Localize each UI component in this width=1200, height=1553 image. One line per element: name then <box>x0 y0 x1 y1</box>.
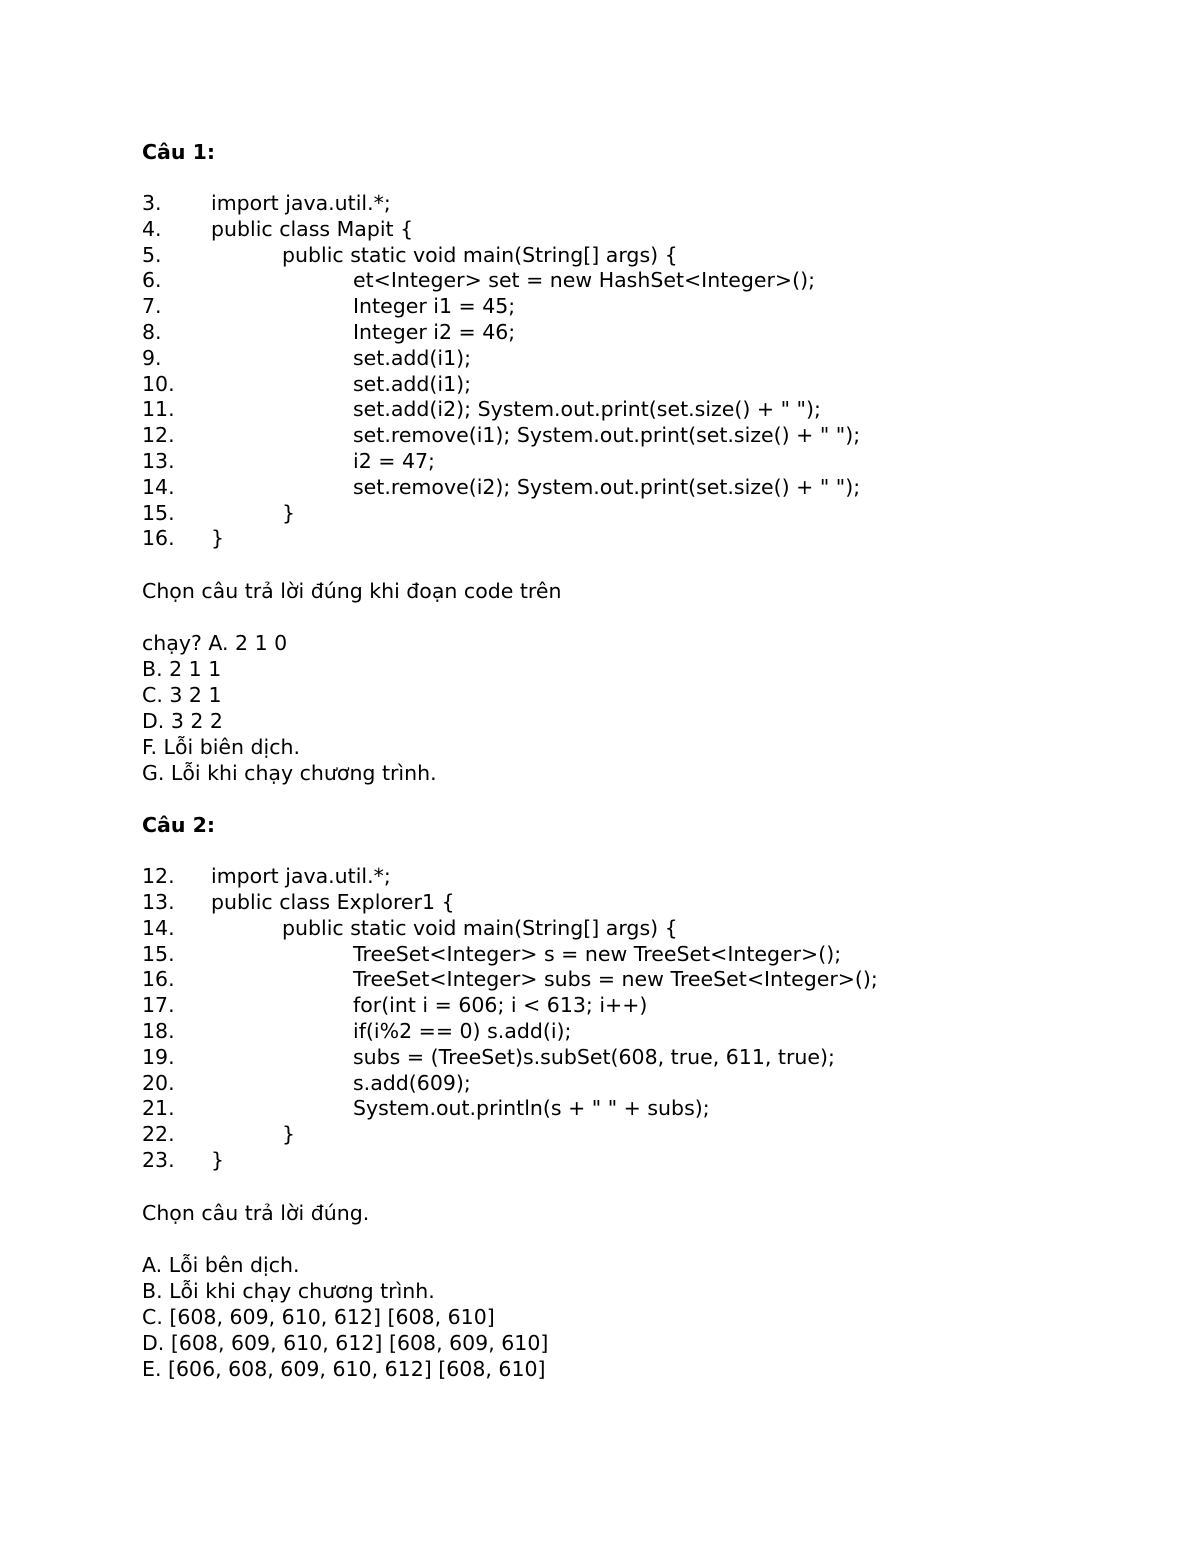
code-text: System.out.println(s + " " + subs); <box>353 1096 710 1121</box>
question-2-option: D. [608, 609, 610, 612] [608, 609, 610] <box>142 1330 549 1355</box>
code-text: i2 = 47; <box>353 448 435 473</box>
document-page <box>142 139 1142 1382</box>
question-1-option: C. 3 2 1 <box>142 683 222 708</box>
question-1-option: chạy? A. 2 1 0 <box>142 631 288 656</box>
code-text: public static void main(String[] args) { <box>282 242 678 267</box>
code-text: } <box>282 1122 296 1147</box>
code-text: set.add(i2); System.out.print(set.size() + " "); <box>353 397 821 422</box>
code-line <box>142 501 1142 527</box>
line-number: 23. <box>142 1147 175 1172</box>
code-line <box>142 890 1142 916</box>
line-number: 15. <box>142 500 175 525</box>
question-1-option: G. Lỗi khi chạy chương trình. <box>142 761 437 786</box>
question-2-option: B. Lỗi khi chạy chương trình. <box>142 1278 435 1303</box>
line-number: 14. <box>142 915 175 940</box>
code-text: s.add(609); <box>353 1070 471 1095</box>
code-line <box>142 942 1142 968</box>
question-1 <box>142 139 1142 786</box>
question-2 <box>142 812 1142 1382</box>
line-number: 9. <box>142 345 162 370</box>
code-line <box>142 449 1142 475</box>
code-line <box>142 475 1142 501</box>
question-2-option: E. [606, 608, 609, 610, 612] [608, 610] <box>142 1356 546 1381</box>
code-line <box>142 1148 1142 1174</box>
code-text: public static void main(String[] args) { <box>282 915 678 940</box>
code-line <box>142 526 1142 552</box>
question-2-options <box>142 1252 1142 1382</box>
code-text: } <box>211 526 225 551</box>
question-1-option: B. 2 1 1 <box>142 657 222 682</box>
line-number: 22. <box>142 1122 175 1147</box>
question-2-code-block <box>142 864 1142 1174</box>
code-line <box>142 916 1142 942</box>
code-line <box>142 423 1142 449</box>
line-number: 13. <box>142 448 175 473</box>
line-number: 10. <box>142 371 175 396</box>
code-text: set.add(i1); <box>353 345 472 370</box>
code-text: import java.util.*; <box>211 864 391 889</box>
code-line <box>142 397 1142 423</box>
code-line <box>142 268 1142 294</box>
code-text: set.remove(i1); System.out.print(set.size() + " "); <box>353 423 861 448</box>
code-line <box>142 191 1142 217</box>
question-2-option: A. Lỗi bên dịch. <box>142 1252 300 1277</box>
line-number: 21. <box>142 1096 175 1121</box>
code-text: set.remove(i2); System.out.print(set.size() + " "); <box>353 474 861 499</box>
code-text: TreeSet<Integer> s = new TreeSet<Integer>(); <box>353 941 842 966</box>
code-line <box>142 346 1142 372</box>
line-number: 20. <box>142 1070 175 1095</box>
question-1-heading: Câu 1: <box>142 140 216 164</box>
line-number: 16. <box>142 967 175 992</box>
code-text: import java.util.*; <box>211 191 391 215</box>
code-line <box>142 217 1142 243</box>
code-text: for(int i = 606; i < 613; i++) <box>353 993 648 1018</box>
line-number: 17. <box>142 993 175 1018</box>
code-text: subs = (TreeSet)s.subSet(608, true, 611, true); <box>353 1044 835 1069</box>
code-line <box>142 372 1142 398</box>
question-2-option: C. [608, 609, 610, 612] [608, 610] <box>142 1304 495 1329</box>
code-text: public class Explorer1 { <box>211 889 455 914</box>
code-text: public class Mapit { <box>211 216 414 241</box>
code-text: } <box>282 500 296 525</box>
line-number: 12. <box>142 864 175 889</box>
line-number: 8. <box>142 319 162 344</box>
question-1-code-block <box>142 191 1142 552</box>
code-line <box>142 1019 1142 1045</box>
code-line <box>142 320 1142 346</box>
code-line <box>142 1096 1142 1122</box>
line-number: 15. <box>142 941 175 966</box>
line-number: 16. <box>142 526 175 551</box>
question-1-options <box>142 630 1142 786</box>
line-number: 19. <box>142 1044 175 1069</box>
line-number: 13. <box>142 889 175 914</box>
code-text: Integer i2 = 46; <box>353 319 516 344</box>
code-line <box>142 864 1142 890</box>
code-line <box>142 243 1142 269</box>
code-line <box>142 993 1142 1019</box>
line-number: 6. <box>142 268 162 293</box>
code-text: } <box>211 1147 225 1172</box>
code-line <box>142 1045 1142 1071</box>
line-number: 7. <box>142 294 162 319</box>
line-number: 5. <box>142 242 162 267</box>
question-2-heading: Câu 2: <box>142 813 216 838</box>
line-number: 12. <box>142 423 175 448</box>
line-number: 11. <box>142 397 175 422</box>
line-number: 4. <box>142 216 162 241</box>
code-text: set.add(i1); <box>353 371 472 396</box>
question-1-option: F. Lỗi biên dịch. <box>142 735 301 760</box>
code-line <box>142 1071 1142 1097</box>
code-text: et<Integer> set = new HashSet<Integer>(); <box>353 268 816 293</box>
line-number: 3. <box>142 191 162 215</box>
code-line <box>142 294 1142 320</box>
code-line <box>142 1122 1142 1148</box>
line-number: 18. <box>142 1018 175 1043</box>
question-2-prompt: Chọn câu trả lời đúng. <box>142 1200 370 1225</box>
line-number: 14. <box>142 474 175 499</box>
question-1-prompt: Chọn câu trả lời đúng khi đoạn code trên <box>142 579 562 604</box>
code-text: Integer i1 = 45; <box>353 294 516 319</box>
code-text: TreeSet<Integer> subs = new TreeSet<Integer>(); <box>353 967 878 992</box>
question-1-option: D. 3 2 2 <box>142 709 223 734</box>
code-line <box>142 967 1142 993</box>
code-text: if(i%2 == 0) s.add(i); <box>353 1018 572 1043</box>
